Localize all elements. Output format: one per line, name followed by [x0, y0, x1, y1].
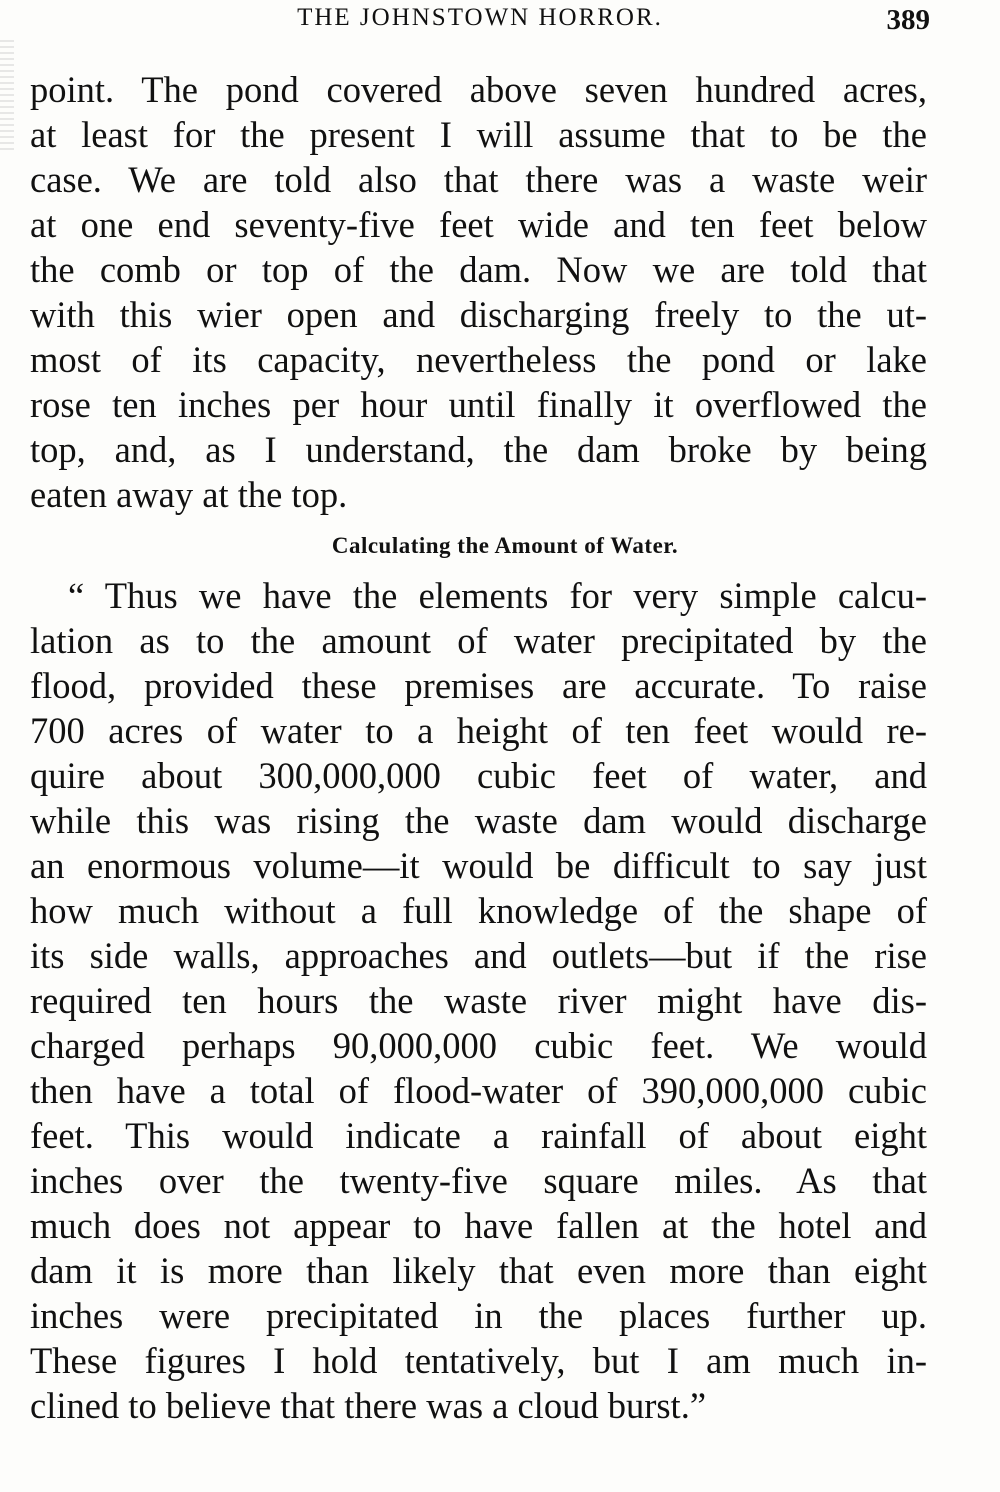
text-line: feet. This would indicate a rainfall of about eight	[30, 1115, 927, 1156]
text-line: 700 acres of water to a height of ten feet would re-	[30, 710, 927, 751]
text-line: its side walls, approaches and outlets—but if the rise	[30, 935, 927, 976]
text-line: rose ten inches per hour until finally it overflowed the	[30, 384, 927, 425]
text-line: lation as to the amount of water precipitated by the	[30, 620, 927, 661]
text-line: how much without a full knowledge of the shape of	[30, 890, 927, 931]
text-line: the comb or top of the dam. Now we are told that	[30, 249, 927, 290]
page-number: 389	[886, 4, 930, 36]
page-edge-speckle	[0, 40, 14, 150]
text-line: inches over the twenty-five square miles. As that	[30, 1160, 927, 1201]
text-line: top, and, as I understand, the dam broke by being	[30, 429, 927, 470]
text-line: while this was rising the waste dam would discharge	[30, 800, 927, 841]
text-line: point. The pond covered above seven hundred acres,	[30, 69, 927, 110]
text-line: dam it is more than likely that even more than eight	[30, 1250, 927, 1291]
text-line: clined to believe that there was a cloud burst.”	[30, 1385, 707, 1426]
text-line: eaten away at the top.	[30, 474, 348, 515]
text-line: then have a total of flood-water of 390,000,000 cubic	[30, 1070, 927, 1111]
text-line: required ten hours the waste river might have dis-	[30, 980, 927, 1021]
text-line: case. We are told also that there was a waste weir	[30, 159, 927, 200]
text-line: at one end seventy-five feet wide and ten feet below	[30, 204, 927, 245]
text-line: quire about 300,000,000 cubic feet of water, and	[30, 755, 927, 796]
text-line: much does not appear to have fallen at the hotel and	[30, 1205, 927, 1246]
text-line: These figures I hold tentatively, but I am much in-	[30, 1340, 927, 1381]
text-line: flood, provided these premises are accurate. To raise	[30, 665, 927, 706]
text-line: with this wier open and discharging freely to the ut-	[30, 294, 927, 335]
running-head	[30, 2, 930, 42]
text-line: at least for the present I will assume that to be the	[30, 114, 927, 155]
text-line: charged perhaps 90,000,000 cubic feet. We would	[30, 1025, 927, 1066]
text-line: “ Thus we have the elements for very simple calcu-	[68, 575, 927, 616]
text-line: inches were precipitated in the places further up.	[30, 1295, 927, 1336]
text-line: an enormous volume—it would be difficult to say just	[30, 845, 927, 886]
running-title: THE JOHNSTOWN HORROR.	[297, 4, 663, 31]
section-heading: Calculating the Amount of Water.	[331, 533, 679, 558]
text-line: most of its capacity, nevertheless the pond or lake	[30, 339, 927, 380]
